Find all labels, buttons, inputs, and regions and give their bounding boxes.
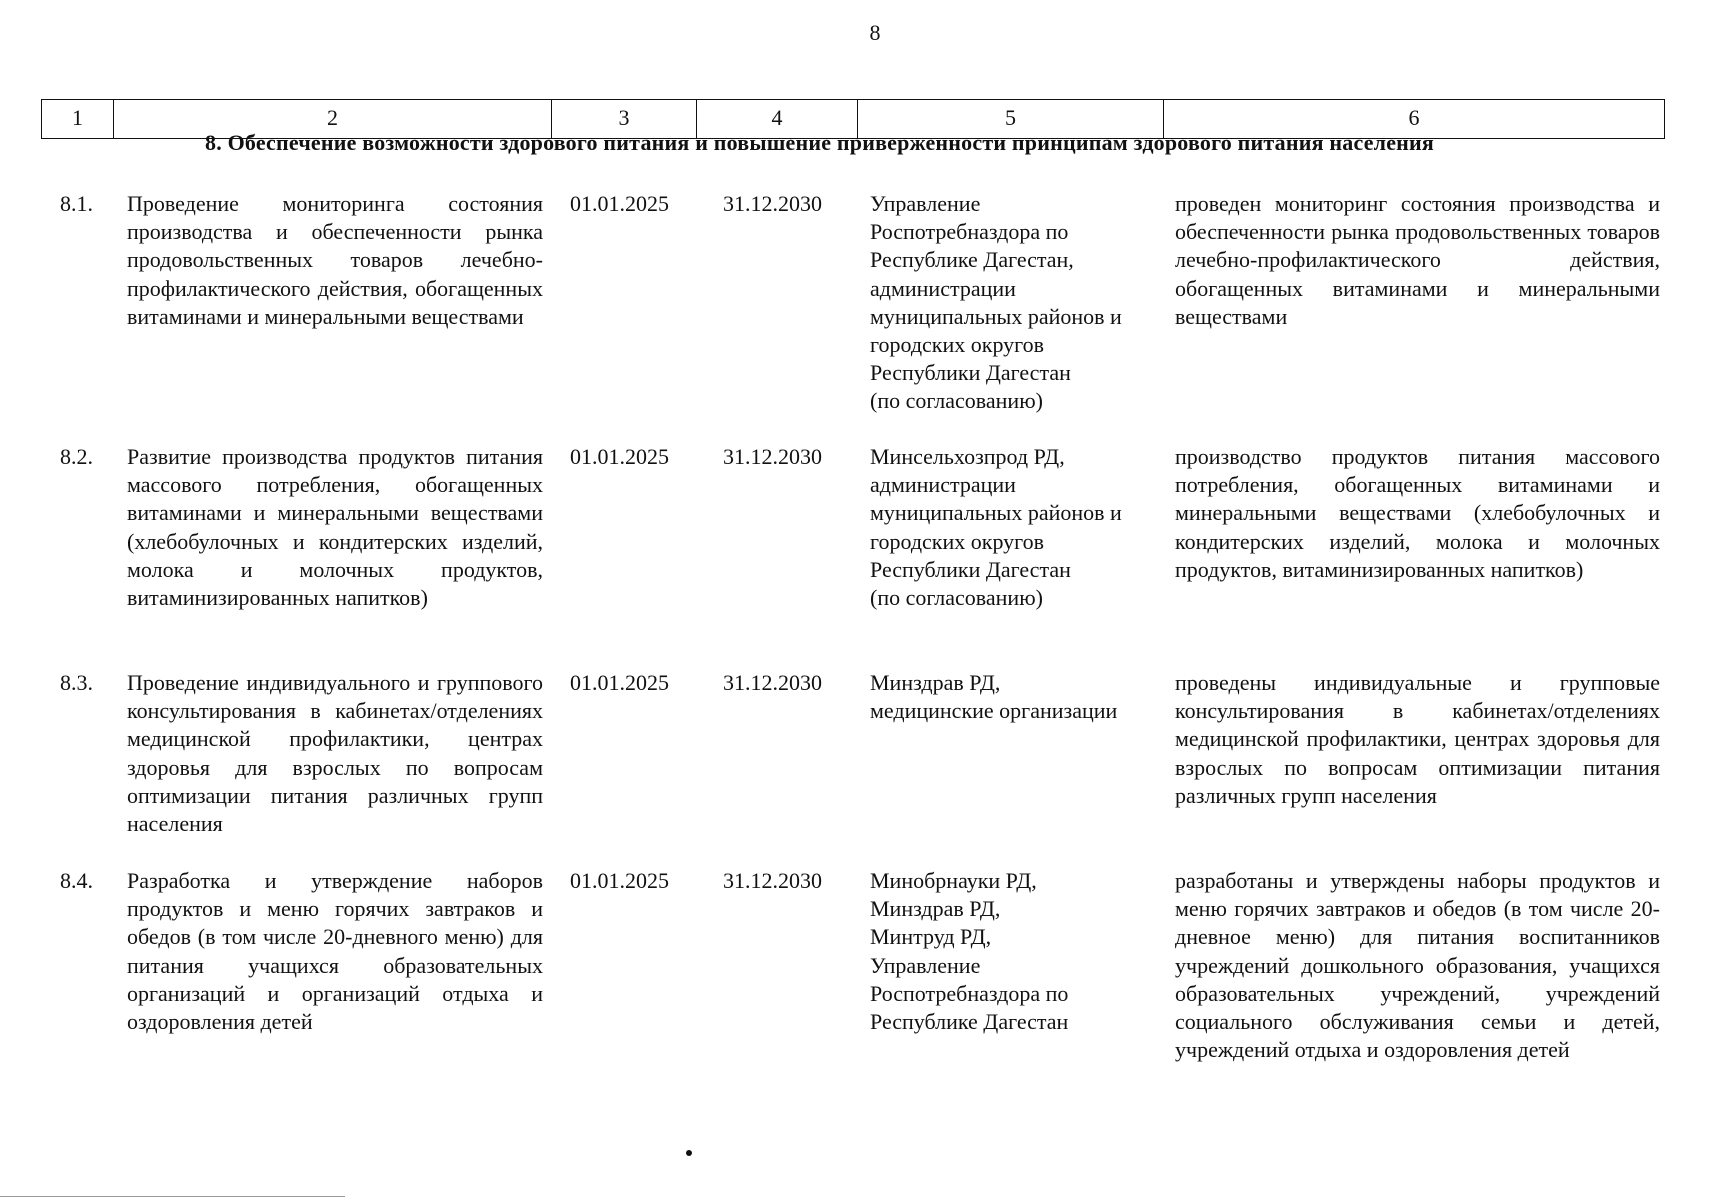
end-date: 31.12.2030 bbox=[723, 444, 822, 469]
end-date: 31.12.2030 bbox=[723, 670, 822, 695]
scan-artifact-line bbox=[0, 1196, 345, 1197]
expected-result: проведены индивидуальные и групповые консультирования в кабинетах/отделениях медицинской профилактики, центрах здоровья для взрослых по вопросам оптимизации питания различных групп населения bbox=[1175, 670, 1660, 808]
start-date: 01.01.2025 bbox=[570, 444, 669, 469]
executor-line: Роспотребназдора по bbox=[870, 980, 1069, 1006]
column-header-3: 3 bbox=[552, 100, 697, 138]
end-date: 31.12.2030 bbox=[723, 868, 822, 893]
executors bbox=[870, 867, 1160, 1036]
executor-line: муниципальных районов и bbox=[870, 303, 1122, 329]
executors bbox=[870, 190, 1160, 416]
start-date: 01.01.2025 bbox=[570, 191, 669, 216]
measure-name: Развитие производства продуктов питания массового потребления, обогащенных витаминами и минеральными веществами (хлебобулочных и кондитерских изделий, молока и молочных продуктов, витаминизированных напитков) bbox=[127, 444, 543, 611]
start-date: 01.01.2025 bbox=[570, 868, 669, 893]
executor-line: муниципальных районов и bbox=[870, 500, 1122, 526]
column-header-6: 6 bbox=[1408, 105, 1420, 130]
row-number: 8.2. bbox=[60, 444, 93, 469]
executor-line: Республики Дагестан bbox=[870, 556, 1071, 582]
executor-line: Минтруд РД, bbox=[870, 924, 992, 950]
column-header-1: 1 bbox=[42, 100, 114, 138]
page-number: 8 bbox=[869, 20, 881, 45]
measure-name: Разработка и утверждение наборов продуктов и меню горячих завтраков и обедов (в том числе 20-дневного меню) для питания учащихся образовательных организаций и организаций отдыха и оздоровления детей bbox=[127, 868, 543, 1035]
executor-line: Управление bbox=[870, 952, 981, 978]
executor-line: медицинские организации bbox=[870, 698, 1118, 724]
executor-line: городских округов bbox=[870, 332, 1045, 358]
executor-line: администрации bbox=[870, 472, 1016, 498]
executor-line: Минобрнауки РД, bbox=[870, 868, 1037, 893]
measure-name: Проведение мониторинга состояния производства и обеспеченности рынка продовольственных товаров лечебно-профилактического действия, обогащенных витаминами и минеральными веществами bbox=[127, 191, 543, 329]
row-number: 8.3. bbox=[60, 670, 93, 695]
column-header-2: 2 bbox=[114, 100, 552, 138]
executor-line: Минздрав РД, bbox=[870, 670, 1001, 695]
column-header-5: 5 bbox=[858, 100, 1164, 138]
start-date: 01.01.2025 bbox=[570, 670, 669, 695]
executor-line: Республики Дагестан bbox=[870, 360, 1071, 386]
expected-result: проведен мониторинг состояния производства и обеспеченности рынка продовольственных товаров лечебно-профилактического действия, обогащенных витаминами и минеральными веществами bbox=[1175, 191, 1660, 329]
executor-line: Республике Дагестан bbox=[870, 1009, 1069, 1035]
executor-line: Роспотребназдора по bbox=[870, 219, 1069, 245]
executor-line: Управление bbox=[870, 191, 981, 216]
executor-line: (по согласованию) bbox=[870, 585, 1043, 611]
executors bbox=[870, 669, 1160, 725]
executor-line: (по согласованию) bbox=[870, 388, 1043, 414]
row-number: 8.1. bbox=[60, 191, 93, 216]
expected-result: производство продуктов питания массового потребления, обогащенных витаминами и минеральными веществами (хлебобулочных и кондитерских изделий, молока и молочных продуктов, витаминизированных напитков) bbox=[1175, 444, 1660, 582]
executor-line: Минздрав РД, bbox=[870, 896, 1001, 922]
executor-line: администрации bbox=[870, 275, 1016, 301]
scan-dot bbox=[686, 1150, 692, 1156]
row-number: 8.4. bbox=[60, 868, 93, 893]
column-header-4: 4 bbox=[697, 100, 858, 138]
executor-line: Республике Дагестан, bbox=[870, 247, 1074, 273]
executors bbox=[870, 443, 1160, 612]
section-title: 8. Обеспечение возможности здорового питания и повышение приверженности принципам здорового питания населения bbox=[205, 130, 1435, 155]
executor-line: городских округов bbox=[870, 528, 1045, 554]
measure-name: Проведение индивидуального и группового консультирования в кабинетах/отделениях медицинской профилактики, центрах здоровья для взрослых по вопросам оптимизации питания различных групп населения bbox=[127, 670, 543, 837]
expected-result: разработаны и утверждены наборы продуктов и меню горячих завтраков и обедов (в том числе 20-дневное меню) для питания воспитанников учреждений дошкольного образования, учащихся образовательных учреждений, учреждений социального обслуживания семьи и детей, учреждений отдыха и оздоровления детей bbox=[1175, 868, 1660, 1063]
executor-line: Минсельхозпрод РД, bbox=[870, 444, 1065, 469]
end-date: 31.12.2030 bbox=[723, 191, 822, 216]
